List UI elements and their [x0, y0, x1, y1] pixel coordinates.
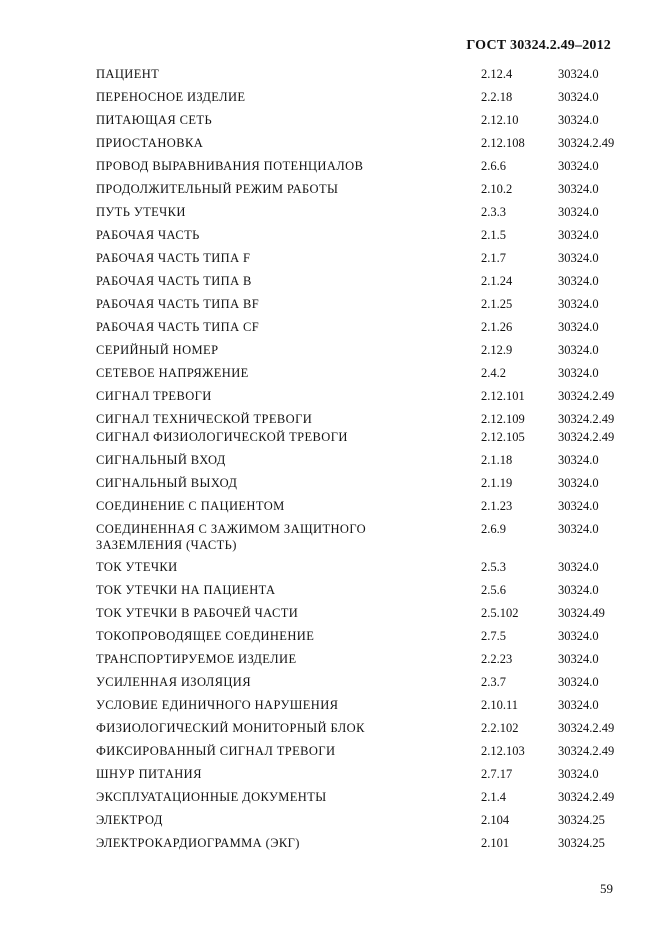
standard-number: 30324.0	[558, 583, 599, 597]
term-name: СОЕДИНЕНИЕ С ПАЦИЕНТОМ	[96, 499, 285, 513]
clause-number: 2.12.101	[481, 389, 525, 403]
clause-number: 2.1.4	[481, 790, 506, 804]
term-name: СИГНАЛЬНЫЙ ВЫХОД	[96, 476, 238, 490]
clause-number: 2.1.18	[481, 453, 513, 467]
standard-number: 30324.0	[558, 228, 599, 242]
term-name: ПРОДОЛЖИТЕЛЬНЫЙ РЕЖИМ РАБОТЫ	[96, 182, 339, 196]
standard-number: 30324.2.49	[558, 136, 615, 150]
standard-number: 30324.0	[558, 274, 599, 288]
term-name: РАБОЧАЯ ЧАСТЬ	[96, 228, 200, 242]
term-name: ТРАНСПОРТИРУЕМОЕ ИЗДЕЛИЕ	[96, 652, 297, 666]
clause-number: 2.5.102	[481, 606, 519, 620]
standard-number: 30324.0	[558, 251, 599, 265]
clause-number: 2.12.9	[481, 343, 513, 357]
standard-number: 30324.0	[558, 67, 599, 81]
term-name: ПЕРЕНОСНОЕ ИЗДЕЛИЕ	[96, 90, 246, 104]
term-name: ТОК УТЕЧКИ НА ПАЦИЕНТА	[96, 583, 276, 597]
clause-number: 2.12.10	[481, 113, 519, 127]
clause-number: 2.12.109	[481, 412, 525, 426]
standard-number: 30324.0	[558, 366, 599, 380]
term-name: СИГНАЛ ФИЗИОЛОГИЧЕСКОЙ ТРЕВОГИ	[96, 430, 348, 444]
clause-number: 2.5.6	[481, 583, 506, 597]
term-name: ПИТАЮЩАЯ СЕТЬ	[96, 113, 213, 127]
term-name: ПРИОСТАНОВКА	[96, 136, 204, 150]
clause-number: 2.6.6	[481, 159, 506, 173]
standard-number: 30324.2.49	[558, 744, 615, 758]
standard-number: 30324.0	[558, 560, 599, 574]
standard-number: 30324.2.49	[558, 790, 615, 804]
clause-number: 2.12.105	[481, 430, 525, 444]
term-name: ЭЛЕКТРОД	[96, 813, 163, 827]
standard-number: 30324.0	[558, 453, 599, 467]
standard-number: 30324.0	[558, 698, 599, 712]
term-name: ТОК УТЕЧКИ В РАБОЧЕЙ ЧАСТИ	[96, 606, 299, 620]
term-name: СИГНАЛЬНЫЙ ВХОД	[96, 453, 226, 467]
standard-number: 30324.0	[558, 767, 599, 781]
clause-number: 2.4.2	[481, 366, 506, 380]
term-name: ШНУР ПИТАНИЯ	[96, 767, 202, 781]
term-name: УСИЛЕННАЯ ИЗОЛЯЦИЯ	[96, 675, 251, 689]
term-name: РАБОЧАЯ ЧАСТЬ ТИПА B	[96, 274, 252, 288]
standard-number: 30324.0	[558, 320, 599, 334]
clause-number: 2.1.25	[481, 297, 513, 311]
page-number: 59	[600, 881, 613, 896]
term-name: ПУТЬ УТЕЧКИ	[96, 205, 186, 219]
clause-number: 2.1.19	[481, 476, 513, 490]
clause-number: 2.10.11	[481, 698, 519, 712]
term-name: СОЕДИНЕННАЯ С ЗАЖИМОМ ЗАЩИТНОГО ЗАЗЕМЛЕНИЯ (ЧАСТЬ)	[96, 522, 367, 552]
standard-number: 30324.0	[558, 476, 599, 490]
term-name: ТОК УТЕЧКИ	[96, 560, 178, 574]
term-name: СИГНАЛ ТРЕВОГИ	[96, 389, 212, 403]
clause-number: 2.2.102	[481, 721, 519, 735]
standard-number: 30324.49	[558, 606, 605, 620]
standard-number: 30324.0	[558, 297, 599, 311]
clause-number: 2.12.103	[481, 744, 525, 758]
standard-number: 30324.2.49	[558, 412, 615, 426]
term-name: ФИЗИОЛОГИЧЕСКИЙ МОНИТОРНЫЙ БЛОК	[96, 721, 365, 735]
clause-number: 2.7.5	[481, 629, 506, 643]
standard-number: 30324.2.49	[558, 721, 615, 735]
clause-number: 2.2.18	[481, 90, 513, 104]
term-name: СЕТЕВОЕ НАПРЯЖЕНИЕ	[96, 366, 249, 380]
standard-number: 30324.2.49	[558, 430, 615, 444]
standard-number: 30324.0	[558, 343, 599, 357]
standard-number: 30324.0	[558, 652, 599, 666]
term-name: ФИКСИРОВАННЫЙ СИГНАЛ ТРЕВОГИ	[96, 744, 336, 758]
term-name: УСЛОВИЕ ЕДИНИЧНОГО НАРУШЕНИЯ	[96, 698, 339, 712]
term-name: РАБОЧАЯ ЧАСТЬ ТИПА F	[96, 251, 251, 265]
standard-number: 30324.25	[558, 813, 605, 827]
standard-number: 30324.0	[558, 675, 599, 689]
term-name: ТОКОПРОВОДЯЩЕЕ СОЕДИНЕНИЕ	[96, 629, 315, 643]
clause-number: 2.101	[481, 836, 510, 850]
term-name: РАБОЧАЯ ЧАСТЬ ТИПА BF	[96, 297, 260, 311]
standard-number: 30324.0	[558, 499, 599, 513]
term-name: ЭКСПЛУАТАЦИОННЫЕ ДОКУМЕНТЫ	[96, 790, 327, 804]
standard-number: 30324.0	[558, 205, 599, 219]
clause-number: 2.7.17	[481, 767, 513, 781]
clause-number: 2.1.24	[481, 274, 513, 288]
term-name: СЕРИЙНЫЙ НОМЕР	[96, 343, 219, 357]
clause-number: 2.10.2	[481, 182, 513, 196]
term-name: ПРОВОД ВЫРАВНИВАНИЯ ПОТЕНЦИАЛОВ	[96, 159, 364, 173]
clause-number: 2.2.23	[481, 652, 513, 666]
clause-number: 2.3.7	[481, 675, 506, 689]
standard-number: 30324.0	[558, 629, 599, 643]
standard-number: 30324.0	[558, 182, 599, 196]
clause-number: 2.3.3	[481, 205, 506, 219]
clause-number: 2.6.9	[481, 522, 506, 536]
clause-number: 2.5.3	[481, 560, 506, 574]
clause-number: 2.12.4	[481, 67, 513, 81]
clause-number: 2.12.108	[481, 136, 525, 150]
clause-number: 2.1.23	[481, 499, 513, 513]
standard-number: 30324.2.49	[558, 389, 615, 403]
clause-number: 2.1.5	[481, 228, 506, 242]
standard-number: 30324.0	[558, 159, 599, 173]
standard-number: 30324.0	[558, 522, 599, 536]
standard-number: 30324.25	[558, 836, 605, 850]
term-name: ЭЛЕКТРОКАРДИОГРАММА (ЭКГ)	[96, 836, 300, 850]
clause-number: 2.104	[481, 813, 510, 827]
term-name: СИГНАЛ ТЕХНИЧЕСКОЙ ТРЕВОГИ	[96, 412, 313, 426]
term-name: ПАЦИЕНТ	[96, 67, 160, 81]
clause-number: 2.1.26	[481, 320, 513, 334]
standard-header: ГОСТ 30324.2.49–2012	[466, 38, 611, 53]
standard-number: 30324.0	[558, 90, 599, 104]
clause-number: 2.1.7	[481, 251, 506, 265]
term-name: РАБОЧАЯ ЧАСТЬ ТИПА CF	[96, 320, 260, 334]
standard-number: 30324.0	[558, 113, 599, 127]
